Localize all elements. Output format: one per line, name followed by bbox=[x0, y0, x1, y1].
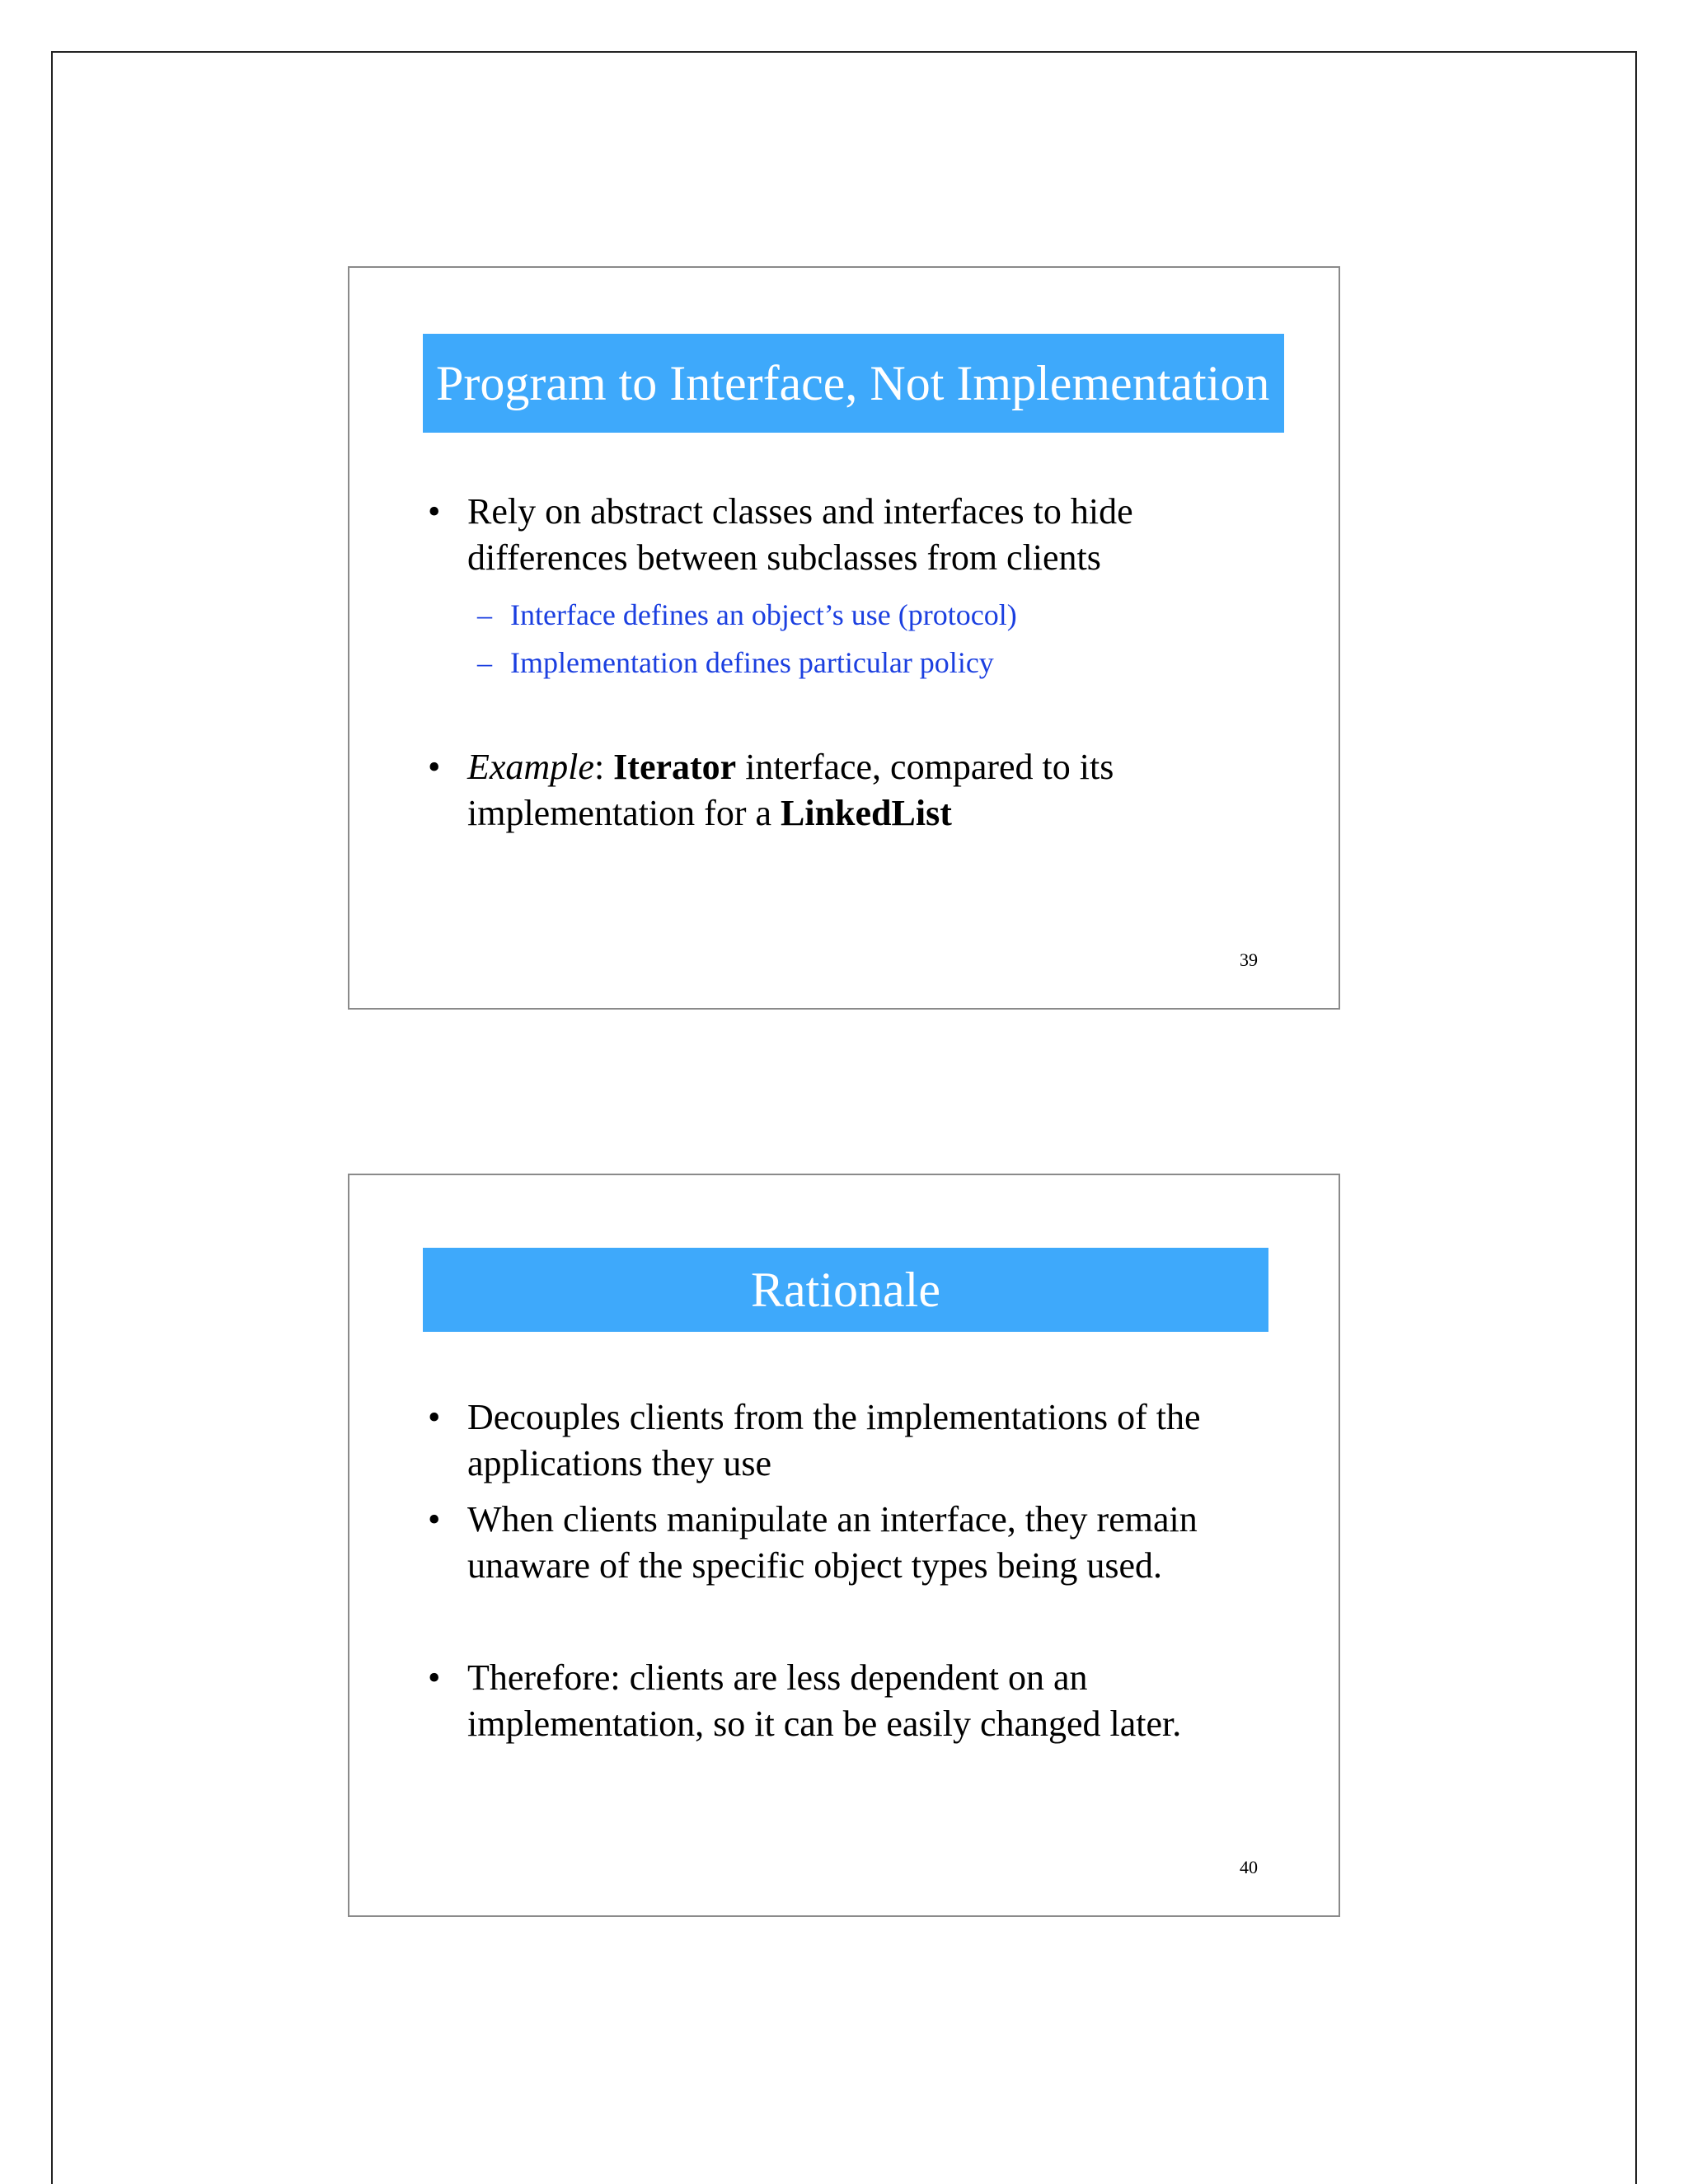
bullet-text-line: Therefore: clients are less dependent on an bbox=[467, 1657, 1088, 1698]
iterator-term: Iterator bbox=[613, 747, 737, 787]
bullet-text-fragment: implementation for a bbox=[467, 793, 781, 833]
colon: : bbox=[593, 747, 605, 787]
sub-bullet-text: Implementation defines particular policy bbox=[510, 646, 994, 679]
sub-bullet-item bbox=[428, 639, 1289, 687]
bullet-text-line: When clients manipulate an interface, they remain bbox=[467, 1499, 1198, 1540]
bullet-icon: • bbox=[428, 1499, 441, 1540]
bullet-item bbox=[428, 744, 1289, 837]
slide-body bbox=[428, 489, 1289, 837]
bullet-text-line: Rely on abstract classes and interfaces to hide bbox=[467, 491, 1133, 532]
slide-body bbox=[428, 1394, 1289, 1747]
bullet-text-line: applications they use bbox=[467, 1443, 772, 1483]
bullet-text-line: implementation, so it can be easily changed later. bbox=[467, 1704, 1182, 1744]
slide-40 bbox=[348, 1174, 1340, 1917]
sub-bullet-text: Interface defines an object’s use (protocol) bbox=[510, 598, 1017, 631]
slide-title: Rationale bbox=[423, 1248, 1268, 1332]
bullet-text-line: differences between subclasses from clients bbox=[467, 537, 1101, 578]
page-number: 40 bbox=[1240, 1857, 1258, 1877]
bullet-icon: • bbox=[428, 1657, 441, 1698]
bullet-item bbox=[428, 489, 1289, 581]
slide-title: Program to Interface, Not Implementation bbox=[423, 334, 1284, 433]
linkedlist-term: LinkedList bbox=[781, 793, 952, 833]
dash-icon: – bbox=[477, 646, 492, 679]
bullet-icon: • bbox=[428, 1397, 441, 1437]
page-number: 39 bbox=[1240, 949, 1258, 970]
bullet-icon: • bbox=[428, 747, 441, 787]
bullet-item bbox=[428, 1394, 1289, 1487]
dash-icon: – bbox=[477, 598, 492, 631]
bullet-text-line: Decouples clients from the implementations of the bbox=[467, 1397, 1201, 1437]
bullet-item bbox=[428, 1655, 1289, 1747]
sub-bullet-item bbox=[428, 591, 1289, 639]
bullet-text-line: unaware of the specific object types being used. bbox=[467, 1545, 1163, 1586]
bullet-icon: • bbox=[428, 491, 441, 532]
bullet-text-fragment: interface, compared to its bbox=[736, 747, 1114, 787]
example-label: Example bbox=[467, 747, 594, 787]
slide-39 bbox=[348, 266, 1340, 1010]
bullet-item bbox=[428, 1497, 1289, 1589]
